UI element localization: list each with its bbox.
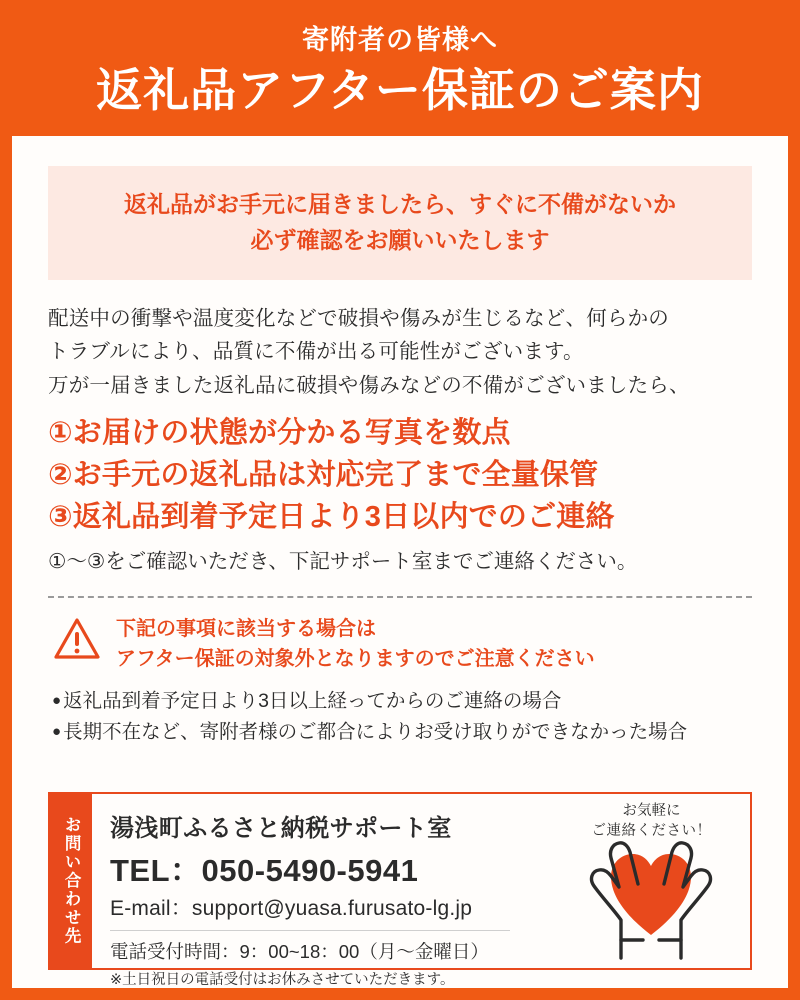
bullet-dot-icon: ● (52, 691, 62, 709)
list-item-label: 長期不在など、寄附者様のご都合によりお受け取りができなかった場合 (63, 721, 688, 744)
page-title: 返礼品アフター保証のご案内 (96, 63, 704, 116)
intro-line-2: トラブルにより、品質に不備が出る可能性がございます。 (48, 340, 584, 364)
intro-line-1: 配送中の衝撃や温度変化などで破損や傷みが生じるなど、何らかの (48, 307, 669, 331)
content-card (12, 136, 788, 988)
contact-details (92, 794, 750, 988)
list-item (52, 717, 752, 749)
contact-tab-label: お問い合わせ先 (50, 794, 92, 968)
warning-line-2: アフター保証の対象外となりますのでご注意ください (116, 647, 595, 670)
hands-holding-heart-icon (559, 800, 744, 960)
exclusion-list (48, 686, 752, 749)
illustration-caption-line-1: お気軽に (622, 803, 681, 819)
list-item-label: 返礼品到着予定日より3日以上経ってからのご連絡の場合 (63, 689, 562, 712)
notice-banner (48, 166, 752, 280)
intro-line-3: 万が一届きました返礼品に破損や傷みなどの不備がございましたら、 (48, 373, 690, 397)
contact-box (48, 792, 752, 988)
list-item (52, 686, 752, 718)
intro-paragraph (48, 302, 752, 402)
contact-note: ※土日祝日の電話受付はお休みさせていただきます。 (110, 972, 455, 988)
warning-line-1: 下記の事項に該当する場合は (116, 617, 376, 640)
contact-divider (110, 930, 510, 931)
contact-org-name: 湯浅町ふるさと納税サポート室 (110, 815, 452, 842)
header (0, 0, 800, 117)
illustration-caption (559, 802, 744, 841)
step-item-3: ③返礼品到着予定日より3日以内でのご連絡 (48, 500, 615, 533)
contact-email[interactable]: E-mail：support@yuasa.furusato-lg.jp (110, 897, 473, 920)
notice-line-1: 返礼品がお手元に届きましたら、すぐに不備がないか (124, 191, 676, 217)
step-item-2: ②お手元の返礼品は対応完了まで全量保管 (48, 458, 599, 491)
step-item-1: ①お届けの状態が分かる写真を数点 (48, 416, 511, 449)
header-subtitle: 寄附者の皆様へ (302, 25, 498, 55)
dashed-divider (48, 596, 752, 598)
contact-phone[interactable]: TEL：050-5490-5941 (110, 853, 419, 888)
warning-block (48, 614, 752, 674)
contact-hours: 電話受付時間：9：00~18：00（月～金曜日） (110, 941, 489, 962)
warning-triangle-icon (54, 618, 100, 660)
warning-text (116, 614, 595, 674)
notice-line-2: 必ず確認をお願いいたします (250, 226, 550, 253)
steps-followup-text: ①〜③をご確認いただき、下記サポート室までご連絡ください。 (48, 550, 638, 574)
illustration-caption-line-2: ご連絡ください！ (591, 822, 712, 839)
steps-list (48, 412, 752, 538)
bullet-dot-icon: ● (52, 723, 62, 741)
